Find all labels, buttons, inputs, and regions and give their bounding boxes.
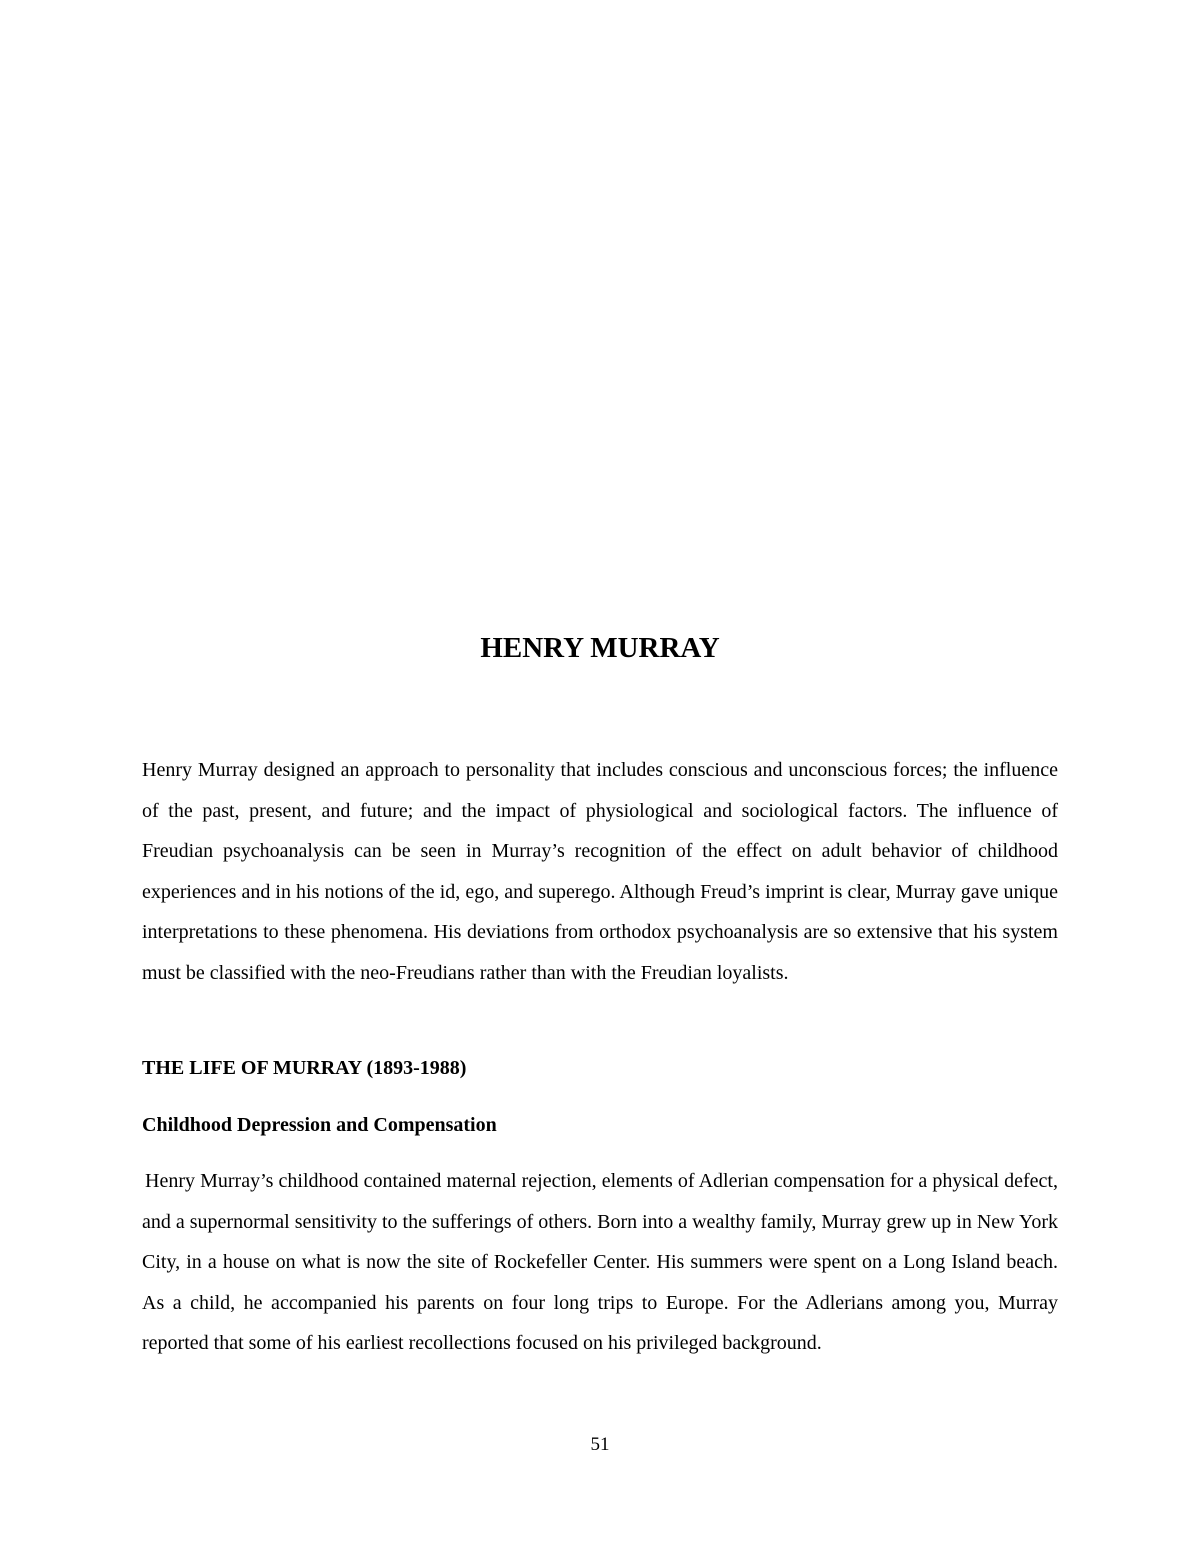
- section-heading: THE LIFE OF MURRAY (1893-1988): [142, 1057, 467, 1079]
- page-number: 51: [590, 1434, 610, 1455]
- subsection-heading: Childhood Depression and Compensation: [142, 1114, 497, 1136]
- intro-paragraph: Henry Murray designed an approach to personality that includes conscious and unconscious forces; the influence of the past, present, and future; and the impact of physiological and sociological factors. The influence of Freudian psychoanalysis can be seen in Murray’s recognition of the effect on adult behavior of childhood experiences and in his notions of the id, ego, and superego. Although Freud’s imprint is clear, Murray gave unique interpretations to these phenomena. His deviations from orthodox psychoanalysis are so extensive that his system must be classified with the neo-Freudians rather than with the Freudian loyalists.: [142, 759, 1058, 984]
- childhood-paragraph: Henry Murray’s childhood contained maternal rejection, elements of Adlerian compensation for a physical defect, and a supernormal sensitivity to the sufferings of others. Born into a wealthy family, Murray grew up in New York City, in a house on what is now the site of Rockefeller Center. His summers were spent on a Long Island beach. As a child, he accompanied his parents on four long trips to Europe. For the Adlerians among you, Murray reported that some of his earliest recollections focused on his privileged background.: [142, 1170, 1058, 1355]
- page-title: HENRY MURRAY: [480, 632, 720, 664]
